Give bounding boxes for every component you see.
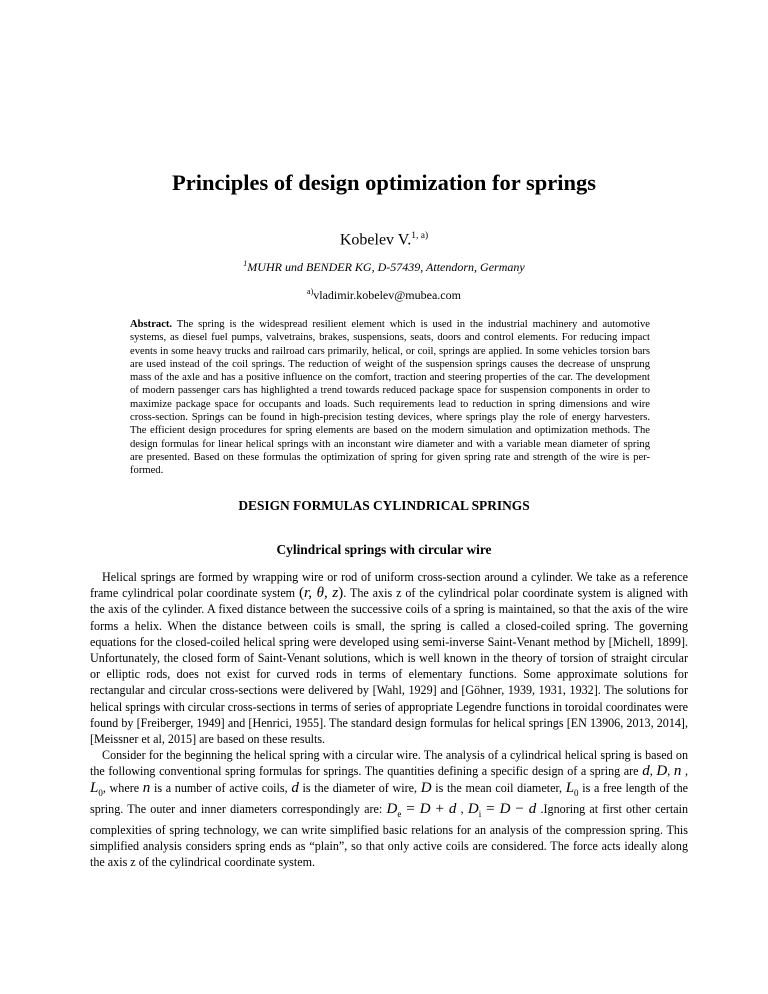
math-symbol: $D_e$: [386, 800, 402, 819]
math-subscript: e: [397, 808, 402, 819]
math-symbol: d: [642, 763, 650, 780]
math-subscript: 0: [98, 787, 103, 798]
math-symbol: d: [448, 800, 457, 817]
section-heading: DESIGN FORMULAS CYLINDRICAL SPRINGS: [238, 498, 530, 513]
math-symbol: d: [528, 800, 537, 817]
subsection-heading: Cylindrical springs with circular wire: [276, 542, 492, 557]
text-run: is the mean coil diameter,: [431, 780, 566, 795]
abstract: [130, 318, 650, 478]
text-run: ,: [649, 764, 657, 779]
email-marker: a): [307, 287, 314, 296]
text-run: ,: [681, 764, 688, 779]
math-operator: −: [510, 800, 529, 817]
math-subscript: i: [478, 808, 482, 819]
math-operator: ): [338, 585, 344, 602]
math-operator: =: [401, 800, 420, 817]
math-operator: +: [430, 800, 449, 817]
text-run: . The axis z of the cylindrical polar coordinate system is aligned with the axis of the cylinder. A fixed distance between the successive coils of a spring is maintained, so that the axis of the wire forms a helix. When the distance between coils is small, the spring is called a closed-coiled spring. The governing equations for the closed-coiled helical spring were developed using semi-inverse Saint-Venant method by [Michell, 1899]. Unfortunately, the closed form of Saint-Venant solutions, which is well known in the theory of torsion of straight circular or elliptic rods, does not exist for curved rods in terms of elementary functions. Some approximate solutions for rectangular and circular cross-sections were delivered by [Wahl, 1929] and [Göhner, 1939, 1931, 1932]. The solutions for helical springs with circular cross-sections in terms of series of appropriate Legendre functions in toroidal coordinates were found by [Freiberger, 1949] and [Henrici, 1955]. The standard design formulas for helical springs [EN 13906, 2013, 2014], [Meissner et al, 2015] are based on these results.: [90, 586, 688, 747]
math-symbol: d: [291, 779, 299, 796]
math-symbol: n: [673, 763, 682, 780]
email-line: [0, 287, 768, 303]
math-symbol: $L_0$: [565, 779, 579, 798]
text-run: ,: [667, 764, 674, 779]
abstract-label: Abstract.: [130, 319, 173, 330]
paragraph: [90, 569, 688, 747]
math-symbol: D: [420, 779, 432, 796]
math-symbol: D: [419, 800, 431, 817]
affiliation-marker: 1: [243, 259, 248, 268]
paragraph: [90, 747, 688, 870]
math-operator: =: [481, 800, 500, 817]
math-subscript: 0: [574, 787, 579, 798]
math-symbol: $L_0$: [90, 779, 103, 798]
text-run: Helical springs are formed by wrapping wire or rod of uniform cross-section around a cylinder. We take as a reference frame cylindrical polar coordinate system: [90, 570, 688, 601]
text-run: , where: [102, 780, 143, 795]
email-address: vladimir.kobelev@mubea.com: [313, 288, 461, 302]
text-run: is the diameter of wire,: [298, 780, 421, 795]
text-run: is a number of active coils,: [150, 780, 292, 795]
text-run: is a free length of the spring. The outer and inner diameters correspondingly are:: [90, 780, 688, 816]
math-symbol: D: [656, 763, 668, 780]
author-name: Kobelev V.: [339, 231, 412, 249]
affiliation-text: MUHR und BENDER KG, D-57439, Attendorn, Germany: [247, 260, 525, 274]
math-operator: (: [299, 585, 305, 602]
text-run: Consider for the beginning the helical spring with a circular wire. The analysis of a cylindrical helical spring is based on the following conventional spring formulas for springs. The quantities defining a specific design of a spring are: [90, 748, 688, 779]
math-symbol: n: [142, 779, 151, 796]
affiliation: [0, 259, 768, 275]
author-affiliation-marker: 1, a): [411, 231, 429, 241]
math-symbol: $D_i$: [467, 800, 482, 819]
paper-title: Principles of design optimization for springs: [172, 170, 596, 195]
text-run: .Ignoring at first other certain complexities of spring technology, we can write simplified basic relations for an analysis of the compression spring. This simplified analysis considers spring ends as “plain”, so that only active coils are considered. The force acts ideally along the axis z of the cylindrical coordinate system.: [90, 801, 689, 870]
abstract-text: The spring is the widespread resilient element which is used in the industrial machinery and automotive systems, as diesel fuel pumps, valvetrains, brakes, suspensions, seats, doors and control elements. For reducing impact events in some heavy trucks and railroad cars primarily, helical, or coil, springs are applied. In some vehicles torsion bars are used instead of the coil springs. The reduction of weight of the suspension springs causes the decrease of unsprung mass of the axle and has a positive influence on the comfort, traction and steering properties of the car. The development of modern passenger cars has highlighted a trend towards reduced package space for suspension components in order to maximize package space for occupants and loads. Such requirements lead to reduction in spring dimensions and wire cross-section. Springs can be found in high-precision testing devices, where springs play the role of energy harvesters. The efficient design procedures for spring elements are based on the modern simulation and optimization methods. The design formulas for linear helical springs with an inconstant wire diameter and with a variable mean diameter of spring are presented. Based on these formulas the optimization of spring for given spring rate and strength of the wire is per-formed.: [130, 319, 650, 477]
author-line: [0, 231, 768, 249]
body-text: [90, 569, 688, 871]
math-symbol: D: [499, 800, 511, 817]
math-symbol: r, θ, z: [304, 585, 339, 602]
text-run: ,: [456, 801, 468, 816]
